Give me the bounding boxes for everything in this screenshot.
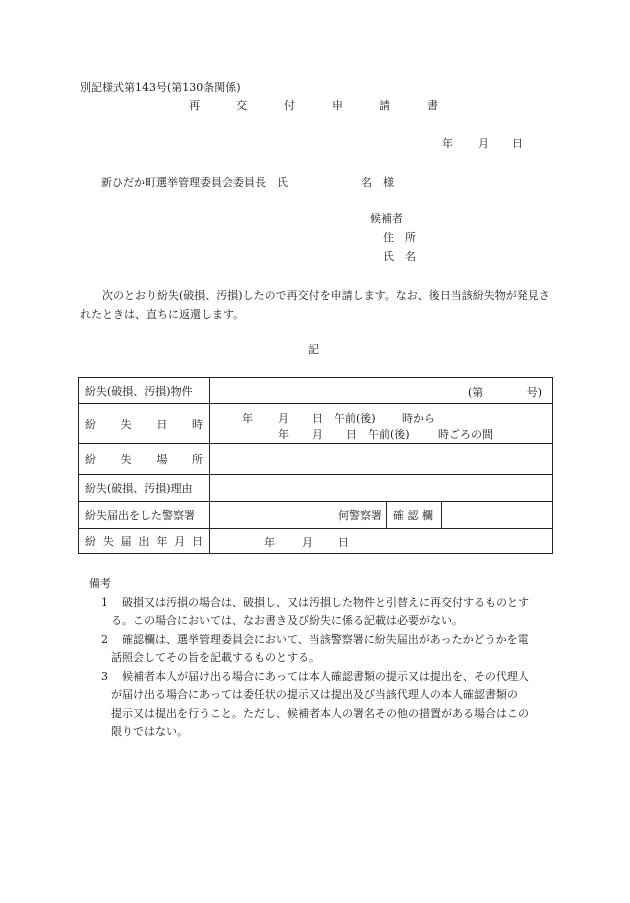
label-char: 年 — [156, 535, 168, 548]
application-table — [78, 377, 553, 554]
notes-title: 備考 — [89, 577, 111, 590]
name-label: 名 — [405, 250, 416, 263]
date-year: 年 — [442, 137, 453, 150]
dt-text: 月 — [278, 411, 289, 425]
note-line: 破損又は汚損の場合は、破損し、又は汚損した物件と引替えに再交付するものとす — [122, 596, 529, 609]
dt-text: 時から — [402, 411, 435, 425]
form-id: 別記様式第143号(第130条関係) — [80, 81, 241, 94]
cell-label — [79, 404, 210, 444]
note-number: 3 — [101, 670, 108, 683]
cell-item-value[interactable] — [210, 378, 553, 404]
addressee-name: 新ひだか町選挙管理委員会委員長 氏 — [101, 176, 288, 189]
address-label: 所 — [405, 231, 416, 244]
label-char: 失 — [120, 417, 132, 431]
label-char: 紛 — [85, 453, 96, 466]
title-char: 付 — [284, 99, 295, 112]
cell-location[interactable] — [210, 444, 553, 475]
cell-reason[interactable] — [210, 475, 553, 502]
dt-text: 月 — [312, 427, 323, 441]
label-char: 日 — [156, 417, 168, 431]
date-day: 日 — [512, 137, 523, 150]
title-char: 交 — [236, 99, 247, 112]
applicant-label: 候補者 — [370, 212, 403, 225]
body-paragraph: 次のとおり紛失(破損、汚損)したので再交付を申請します。なお、後日当該紛失物が発見されたときは、直ちに返還します。 — [80, 289, 550, 321]
note-number: 1 — [101, 596, 108, 609]
address-label: 住 — [383, 231, 394, 244]
cell-label — [79, 529, 210, 554]
table-row — [79, 502, 553, 529]
rd-month: 月 — [302, 536, 313, 549]
table-row — [79, 475, 553, 502]
label-char: 場 — [156, 453, 168, 466]
title-char: 書 — [427, 99, 438, 112]
rd-day: 日 — [338, 536, 349, 549]
title-char: 再 — [189, 99, 200, 112]
cell-confirm-label — [387, 502, 442, 529]
label-char: 失 — [120, 453, 132, 466]
dt-text: 時ごろの間 — [438, 427, 493, 441]
cell-police[interactable] — [210, 502, 387, 529]
label-char: 紛 — [85, 535, 96, 548]
addressee-honorific: 様 — [383, 176, 394, 189]
label-char: 届 — [120, 535, 132, 548]
note-line: 確認欄は、選挙管理委員会において、当該警察署に紛失届出があったかどうかを電 — [122, 633, 529, 646]
cell-label: 紛失届出をした警察署 — [79, 502, 210, 529]
table-row — [79, 529, 553, 554]
rd-year: 年 — [264, 536, 275, 549]
dt-text: 年 — [242, 411, 253, 425]
cell-confirm-value[interactable] — [442, 502, 553, 529]
item-no-prefix: (第 — [468, 385, 484, 399]
date-month: 月 — [478, 137, 489, 150]
note-line: 候補者本人が届け出る場合にあっては本人確認書類の提示又は提出を、その代理人 — [122, 670, 529, 683]
table-row — [79, 444, 553, 475]
label-char: 時 — [191, 417, 203, 431]
label-char: 紛 — [85, 417, 96, 431]
item-no-suffix: 号) — [526, 385, 542, 399]
table-row — [79, 404, 553, 444]
cell-label — [79, 444, 210, 475]
note-line: 話照会してその旨を記載するものとする。 — [111, 651, 320, 664]
name-label: 氏 — [383, 250, 394, 263]
dt-text: 年 — [278, 427, 289, 441]
label-char: 日 — [191, 535, 203, 548]
dt-text: 日 — [346, 427, 357, 441]
label-char: 出 — [138, 535, 150, 548]
ki-label: 記 — [308, 343, 319, 356]
note-number: 2 — [101, 633, 108, 646]
title-char: 請 — [379, 99, 390, 112]
dt-text: 日 — [312, 411, 323, 425]
confirm-label: 確 認 欄 — [393, 509, 433, 522]
cell-label: 紛失(破損、汚損)理由 — [79, 475, 210, 502]
label-char: 所 — [191, 453, 203, 466]
table-row — [79, 378, 553, 404]
cell-label: 紛失(破損、汚損)物件 — [79, 378, 210, 404]
note-line: 提示又は提出を行うこと。ただし、候補者本人の署名その他の措置がある場合はこの — [111, 707, 529, 720]
dt-text: 午前(後) — [334, 411, 376, 425]
title-char: 申 — [332, 99, 343, 112]
cell-report-date[interactable] — [210, 529, 553, 554]
cell-datetime[interactable] — [210, 404, 553, 444]
note-line: が届け出る場合にあっては委任状の提示又は提出及び当該代理人の本人確認書類の — [111, 688, 518, 701]
note-line: る。この場合においては、なお書き及び紛失に係る記載は必要がない。 — [111, 614, 463, 627]
label-char: 月 — [174, 535, 186, 548]
label-char: 失 — [102, 535, 114, 548]
dt-text: 午前(後) — [368, 427, 410, 441]
note-line: 限りではない。 — [111, 725, 188, 738]
police-suffix: 何警察署 — [338, 509, 382, 522]
addressee-mei: 名 — [361, 176, 372, 189]
